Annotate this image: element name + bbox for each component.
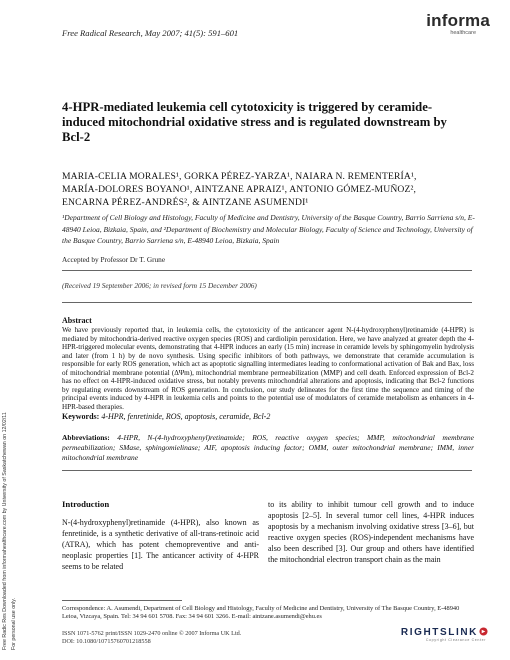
abbreviations-label: Abbreviations: (62, 433, 110, 442)
keywords-label: Keywords: (62, 412, 100, 421)
author-line-2: MARÍA-DOLORES BOYANO¹, AINTZANE APRAIZ¹, ANTONIO GÓMEZ-MUÑOZ², (62, 184, 417, 195)
introduction-column-2: to its ability to inhibit tumour cell growth and to induce apoptosis [2–5]. In several tumor cell lines, 4-HPR induces apoptosis by a mechanism involving oxidative stress [3–6], but reactive oxygen species (ROS)-independent mechanisms have also been described [3]. Our group and others have identified the mitochondrial electron transport chain as the main (268, 500, 474, 565)
journal-citation: Free Radical Research, May 2007; 41(5): 591–601 (62, 28, 239, 38)
author-list (62, 170, 482, 209)
abstract-text: We have previously reported that, in leukemia cells, the cytotoxicity of the anticancer agent N-(4-hydroxyphenyl)retinamide (4-HPR) is mediated by mitochondria-derived reactive oxygen species (ROS) and cardiolipin peroxidation. Here, we have analyzed at greater depth the 4-HPR-triggered molecular events, demonstrating that 4-HPR induces an early (15 min) increase in ceramide levels by sphingomyelin hydrolysis and later (from 1 h) by de novo synthesis. Using specific inhibitors of both pathways, we demonstrate that ceramide accumulation is responsible for early ROS generation, which act as apoptotic signalling intermediates leading to conformational activation of Bak and Bax, loss of mitochondrial membrane potential (ΔΨm), mitochondrial membrane permeabilization (MMP) and cell death. Enforced expression of Bcl-2 has no effect on 4-HPR-induced oxidative stress, but notably prevents mitochondrial alterations and apoptosis, indicating that Bcl-2 functions by regulating events downstream of ROS generation. In conclusion, our study delineates for the first time the sequence and timing of the principal events induced by 4-HPR in leukemia cells and points to the potential use of modulators of ceramide metabolism as enhancers in 4-HPR-based therapies. (62, 326, 474, 411)
publisher-name: informa (426, 11, 490, 30)
issn-line: ISSN 1071-5762 print/ISSN 1029-2470 online © 2007 Informa UK Ltd. (62, 630, 242, 637)
introduction-heading: Introduction (62, 499, 110, 509)
keywords (62, 412, 270, 421)
publisher-subname: healthcare (450, 30, 476, 36)
rightslink-icon (479, 627, 488, 636)
introduction-column-1: N-(4-hydroxyphenyl)retinamide (4-HPR), also known as fenretinide, is a synthetic derivative of all-trans-retinoic acid (ATRA), which has potent chemopreventive and anti-neoplasic properties [1]. The anticancer activity of 4-HPR seems to be related (62, 518, 259, 572)
divider (62, 302, 472, 303)
divider (62, 470, 472, 471)
divider (62, 270, 472, 271)
rightslink-subtitle: Copyright Clearance Center (425, 638, 486, 642)
keywords-text: 4-HPR, fenretinide, ROS, apoptosis, ceramide, Bcl-2 (101, 412, 271, 421)
abbreviations-text: 4-HPR, N-(4-hydroxyphenyl)retinamide; ROS, reactive oxygen species; MMP, mitochondrial membrane permeabilization; SMase, sphingomielinase; AIF, apoptosis inducing factor; OMM, outer mitochondrial membrane; IMM, inner mitochondrial membrane (62, 433, 475, 462)
affiliations: ¹Department of Cell Biology and Histology, Faculty of Medicine and Dentistry, University of the Basque Country, Barrio Sarriena s/n, E-48940 Leioa, Bizkaia, Spain, and ²Department of Biochemistry and Molecular Biology, Faculty of Science and Technology, University of the Basque Country, Barrio Sarriena s/n, E-48940 Leioa, Bizkaia, Spain (62, 213, 475, 245)
rightslink-logo[interactable] (401, 627, 488, 638)
footnote-divider (62, 600, 182, 601)
author-line-1: MARIA-CELIA MORALES¹, GORKA PÉREZ-YARZA¹, NAIARA N. REMENTERÍA¹, (62, 171, 417, 182)
correspondence-footnote: Correspondence: A. Asumendi, Department of Cell Biology and Histology, Faculty of Medicine and Dentistry, University of The Basque Country, E-48940 Leioa, Vizcaya, Spain. Tel: 34 94 601 5708. Fax: 34 94 601 3266. E-mail: aintzane.asumendi@ehu.es (62, 605, 460, 621)
watermark-line-2: For personal use only. (11, 597, 17, 650)
doi-line: DOI: 10.1080/10715760701218558 (62, 637, 151, 645)
rightslink-text: RIGHTSLINK (400, 627, 478, 638)
publication-info (62, 630, 362, 646)
download-watermark (2, 150, 32, 650)
watermark-line-1: Free Radic Res Downloaded from informahealthcare.com by University of Saskatchewan on 12/02/11 (2, 412, 8, 650)
accepted-by: Accepted by Professor Dr T. Grune (62, 255, 166, 264)
abbreviations (62, 433, 474, 463)
article-title: 4-HPR-mediated leukemia cell cytotoxicity is triggered by ceramide-induced mitochondrial oxidative stress and is regulated downstream by Bcl-2 (62, 100, 447, 144)
publisher-logo (380, 12, 490, 37)
author-line-3: ENCARNA PÉREZ-ANDRÉS², & AINTZANE ASUMENDI¹ (62, 197, 309, 208)
received-dates: (Received 19 September 2006; in revised form 15 December 2006) (62, 281, 257, 290)
abstract-heading: Abstract (62, 316, 92, 325)
